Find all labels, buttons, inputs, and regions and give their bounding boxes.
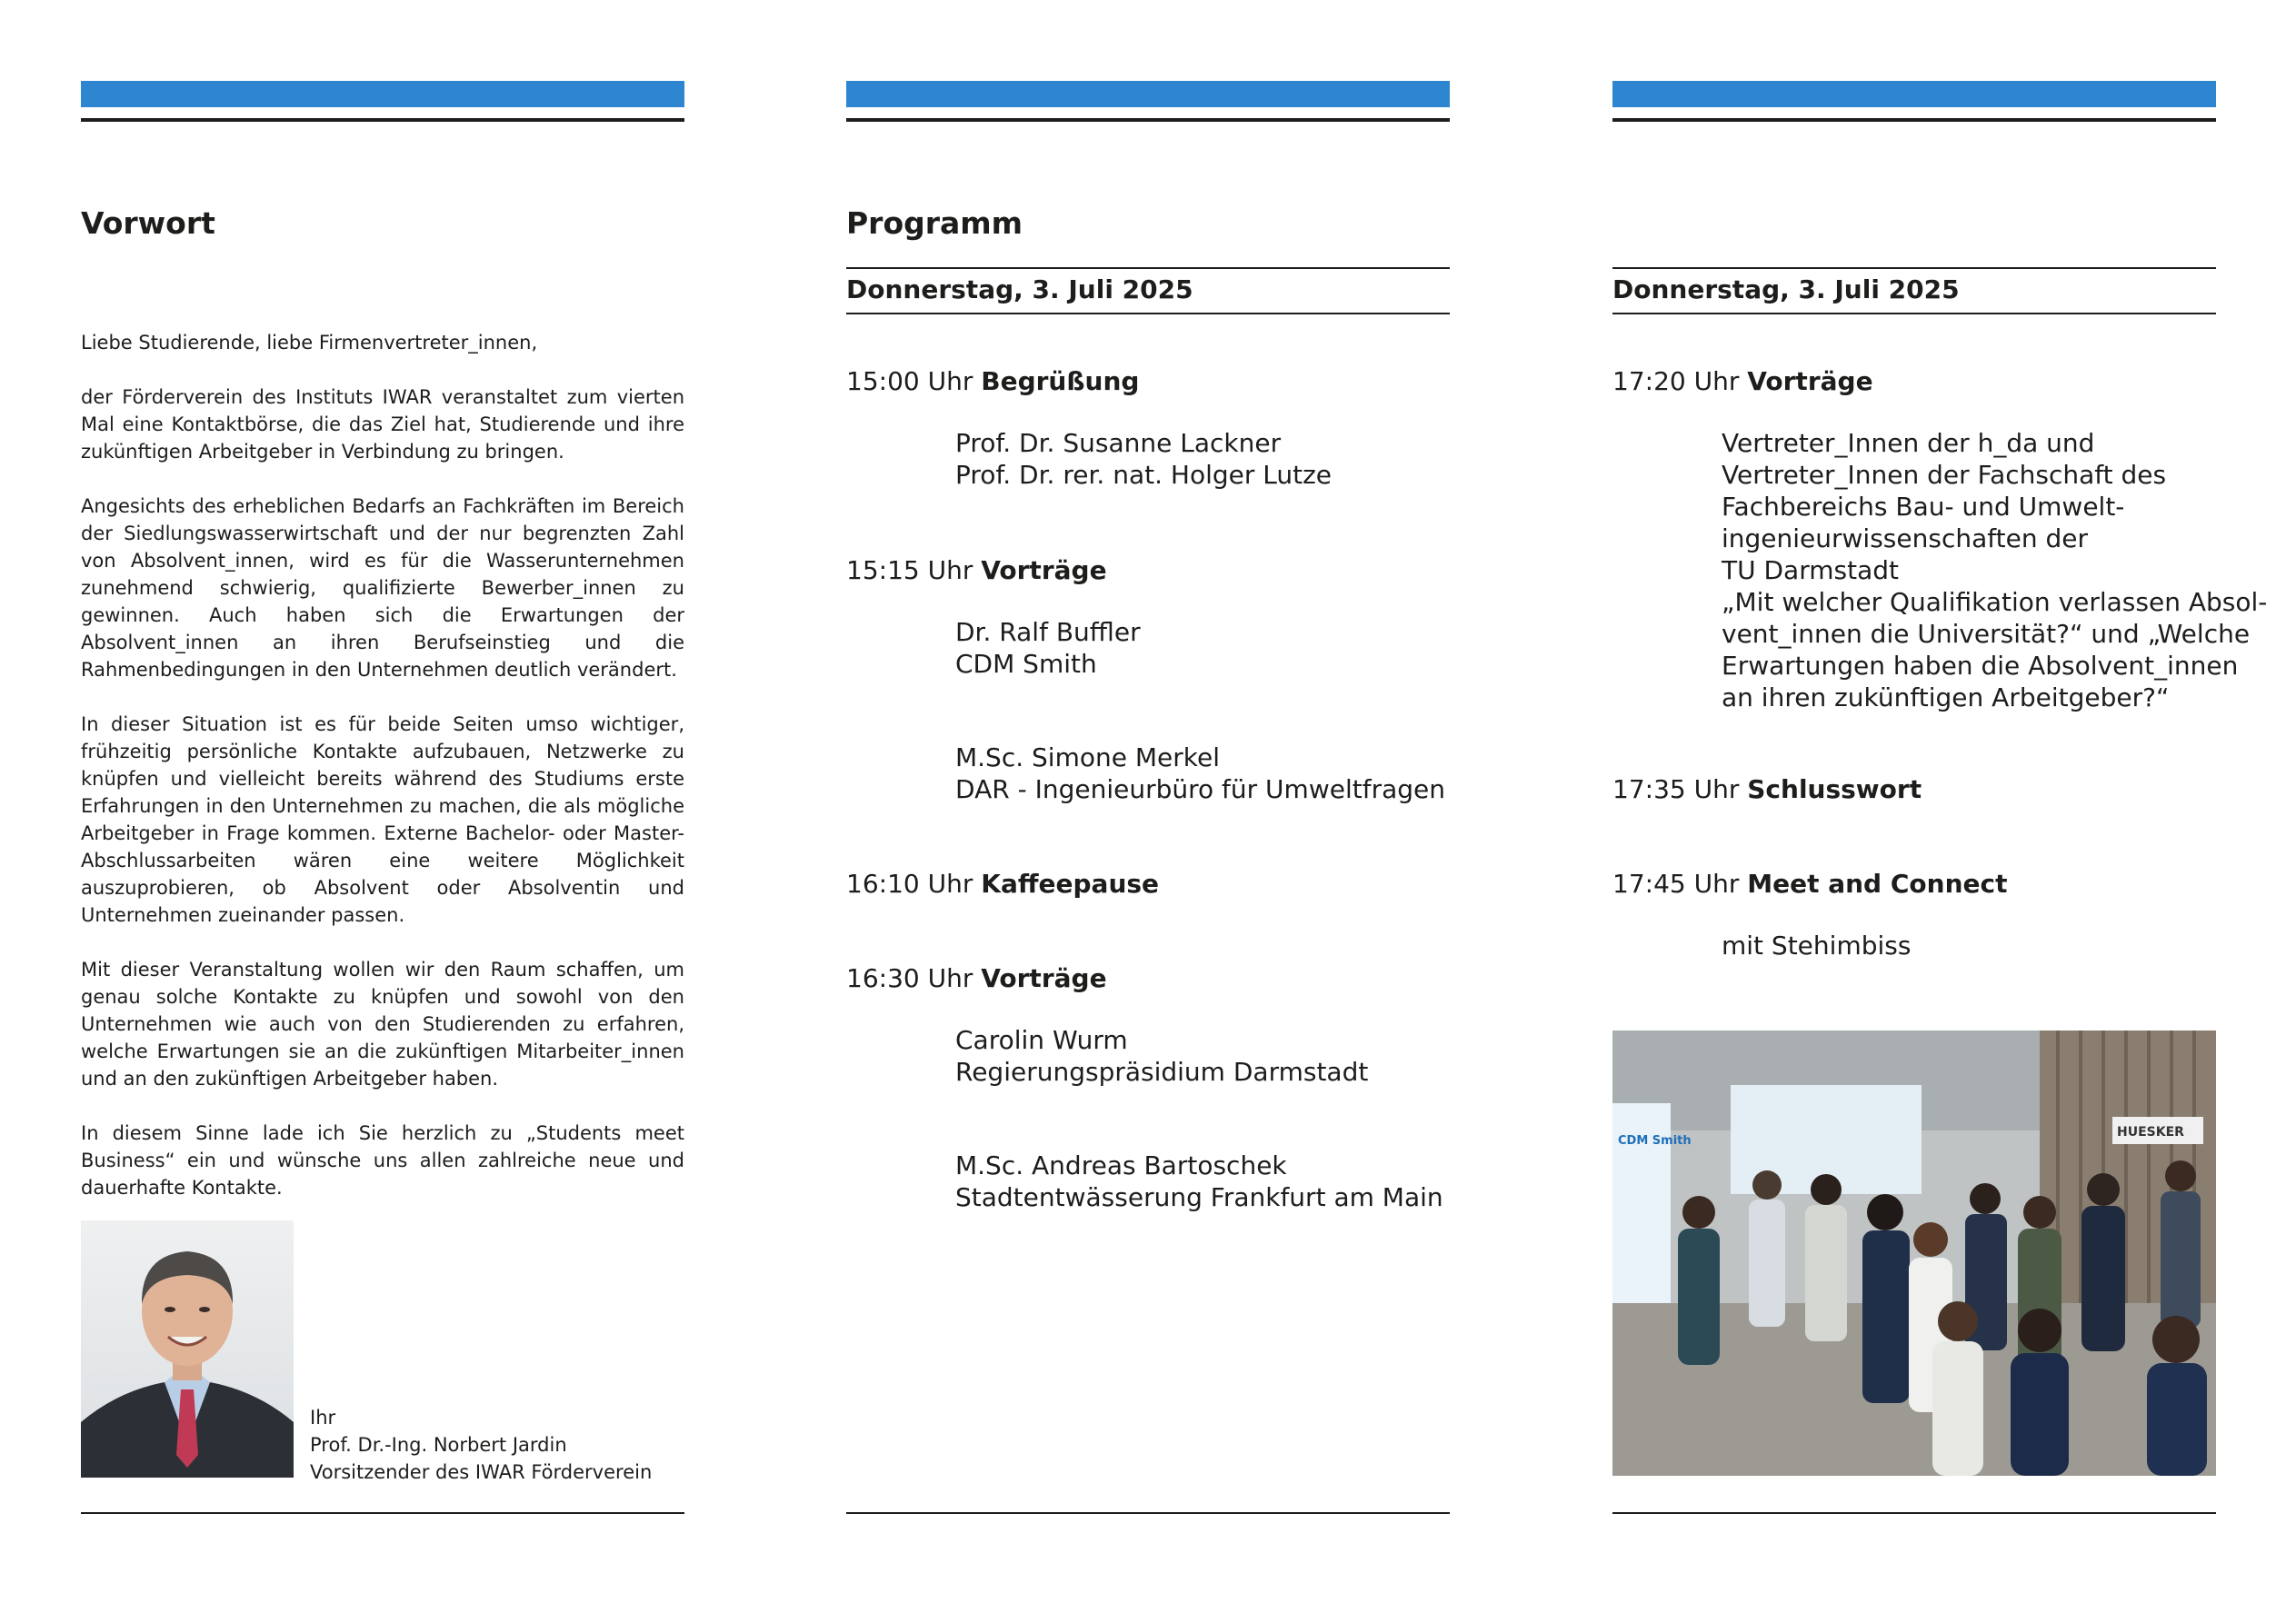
entry-time: 16:30 Uhr	[846, 963, 973, 993]
sign-huesker-text: HUESKER	[2117, 1125, 2184, 1140]
entry-time: 16:10 Uhr	[846, 869, 973, 899]
program-entry	[1612, 365, 2268, 713]
speaker-name: Dr. Ralf Buffler	[955, 617, 1141, 647]
talk-line: Fachbereichs Bau- und Umwelt-	[1722, 492, 2125, 522]
header-rule	[1612, 118, 2216, 122]
speaker-org: Regierungspräsidium Darmstadt	[955, 1057, 1369, 1087]
entry-time: 17:20 Uhr	[1612, 366, 1740, 396]
portrait-photo	[81, 1220, 294, 1478]
speaker-name: Prof. Dr. rer. nat. Holger Lutze	[955, 460, 1333, 490]
day-label: Donnerstag, 3. Juli 2025	[846, 274, 1193, 304]
speaker-org: DAR - Ingenieurbüro für Umweltfragen	[955, 774, 1445, 804]
speaker-name: Carolin Wurm	[955, 1025, 1128, 1055]
vorwort-paragraph: In diesem Sinne lade ich Sie herzlich zu „Students meet Business“ ein und wünsche uns allen zahlreiche neue und dauerhafte Kontakte.	[81, 1122, 684, 1199]
talk-line: Vertreter_Innen der h_da und	[1722, 428, 2095, 458]
vorwort-paragraph: Liebe Studierende, liebe Firmenvertreter_innen,	[81, 332, 538, 353]
entry-title: Meet and Connect	[1747, 869, 2008, 899]
talk-line: Erwartungen haben die Absolvent_innen	[1722, 651, 2239, 681]
vorwort-text	[81, 329, 684, 1229]
header-rule	[81, 118, 684, 122]
program-entry	[846, 962, 1450, 1213]
entry-title: Kaffeepause	[981, 869, 1160, 899]
column-programm-continued	[1612, 0, 2268, 1623]
footer-rule	[81, 1512, 684, 1514]
signature-line: Ihr	[310, 1407, 336, 1429]
talk-line: ingenieurwissenschaften der	[1722, 523, 2088, 553]
program-entry	[846, 868, 1450, 901]
column-vorwort	[81, 0, 684, 1623]
program-entry	[1612, 773, 2216, 806]
vorwort-title: Vorwort	[81, 205, 215, 241]
talk-line: vent_innen die Universität?“ und „Welche	[1722, 619, 2251, 649]
speaker-name: M.Sc. Simone Merkel	[955, 742, 1220, 772]
signature-name: Prof. Dr.-Ing. Norbert Jardin	[310, 1434, 567, 1456]
speaker-org: Stadtentwässerung Frankfurt am Main	[955, 1182, 1443, 1212]
header-accent-bar	[81, 81, 684, 107]
vorwort-paragraph: In dieser Situation ist es für beide Seiten umso wichtiger, frühzeitig persönliche Kontakte aufzubauen, Netzwerke zu knüpfen und vielleicht bereits während des Studiums erste Erfahrungen in den Unternehmen zu machen, die als mögliche Arbeitgeber in Frage kommen. Externe Bachelor- oder Master-Abschlussarbeiten wären eine weitere Möglichkeit auszuprobieren, ob Absolvent oder Absolventin und Unternehmen zueinander passen.	[81, 713, 684, 926]
column-programm	[846, 0, 1450, 1623]
day-label: Donnerstag, 3. Juli 2025	[1612, 274, 1960, 304]
talk-line: Vertreter_Innen der Fachschaft des	[1722, 460, 2167, 490]
talk-line: TU Darmstadt	[1722, 555, 1899, 585]
entry-time: 15:00 Uhr	[846, 366, 973, 396]
header-accent-bar	[846, 81, 1450, 107]
header-rule	[846, 118, 1450, 122]
entry-title: Schlusswort	[1747, 774, 1922, 804]
day-header	[1612, 267, 2216, 314]
entry-time: 17:35 Uhr	[1612, 774, 1740, 804]
entry-time: 17:45 Uhr	[1612, 869, 1740, 899]
vorwort-paragraph: Angesichts des erheblichen Bedarfs an Fachkräften im Bereich der Siedlungswasserwirtschaft und der nur begrenzten Zahl von Absolvent_innen, wird es für die Wasserunternehmen zunehmend schwierig, qualifizierte Bewerber_innen zu gewinnen. Auch haben sich die Erwartungen der Absolvent_innen an ihren Berufseinstieg und die Rahmenbedingungen in den Unternehmen deutlich verändert.	[81, 495, 684, 681]
program-entry	[1612, 868, 2216, 961]
programm-title: Programm	[846, 205, 1023, 241]
speaker-name: M.Sc. Andreas Bartoschek	[955, 1150, 1287, 1180]
program-entry	[846, 554, 1450, 805]
footer-rule	[1612, 1512, 2216, 1514]
sign-cdm-text: CDM Smith	[1618, 1134, 1692, 1148]
talk-line: „Mit welcher Qualifikation verlassen Absol-	[1722, 587, 2268, 617]
signature-role: Vorsitzender des IWAR Förderverein	[310, 1461, 653, 1483]
footer-rule	[846, 1512, 1450, 1514]
entry-title: Vorträge	[981, 963, 1107, 993]
entry-title: Begrüßung	[981, 366, 1140, 396]
entry-time: 15:15 Uhr	[846, 555, 973, 585]
signature	[310, 1404, 652, 1486]
day-header	[846, 267, 1450, 314]
entry-title: Vorträge	[1747, 366, 1873, 396]
speaker-name: Prof. Dr. Susanne Lackner	[955, 428, 1282, 458]
header-accent-bar	[1612, 81, 2216, 107]
vorwort-paragraph: der Förderverein des Instituts IWAR veranstaltet zum vierten Mal eine Kontaktbörse, die das Ziel hat, Studierende und ihre zukünftigen Arbeitgeber in Verbindung zu bringen.	[81, 386, 684, 463]
entry-title: Vorträge	[981, 555, 1107, 585]
event-photo	[1612, 1031, 2216, 1476]
vorwort-paragraph: Mit dieser Veranstaltung wollen wir den Raum schaffen, um genau solche Kontakte zu knüpfen und sowohl von den Unternehmen wie auch von den Studierenden zu erfahren, welche Erwartungen sie an die zukünftigen Mitarbeiter_innen und an den zukünftigen Arbeitgeber haben.	[81, 959, 684, 1090]
talk-line: an ihren zukünftigen Arbeitgeber?“	[1722, 682, 2170, 712]
speaker-org: CDM Smith	[955, 649, 1097, 679]
program-entry	[846, 365, 1450, 491]
entry-note: mit Stehimbiss	[1722, 931, 1912, 961]
